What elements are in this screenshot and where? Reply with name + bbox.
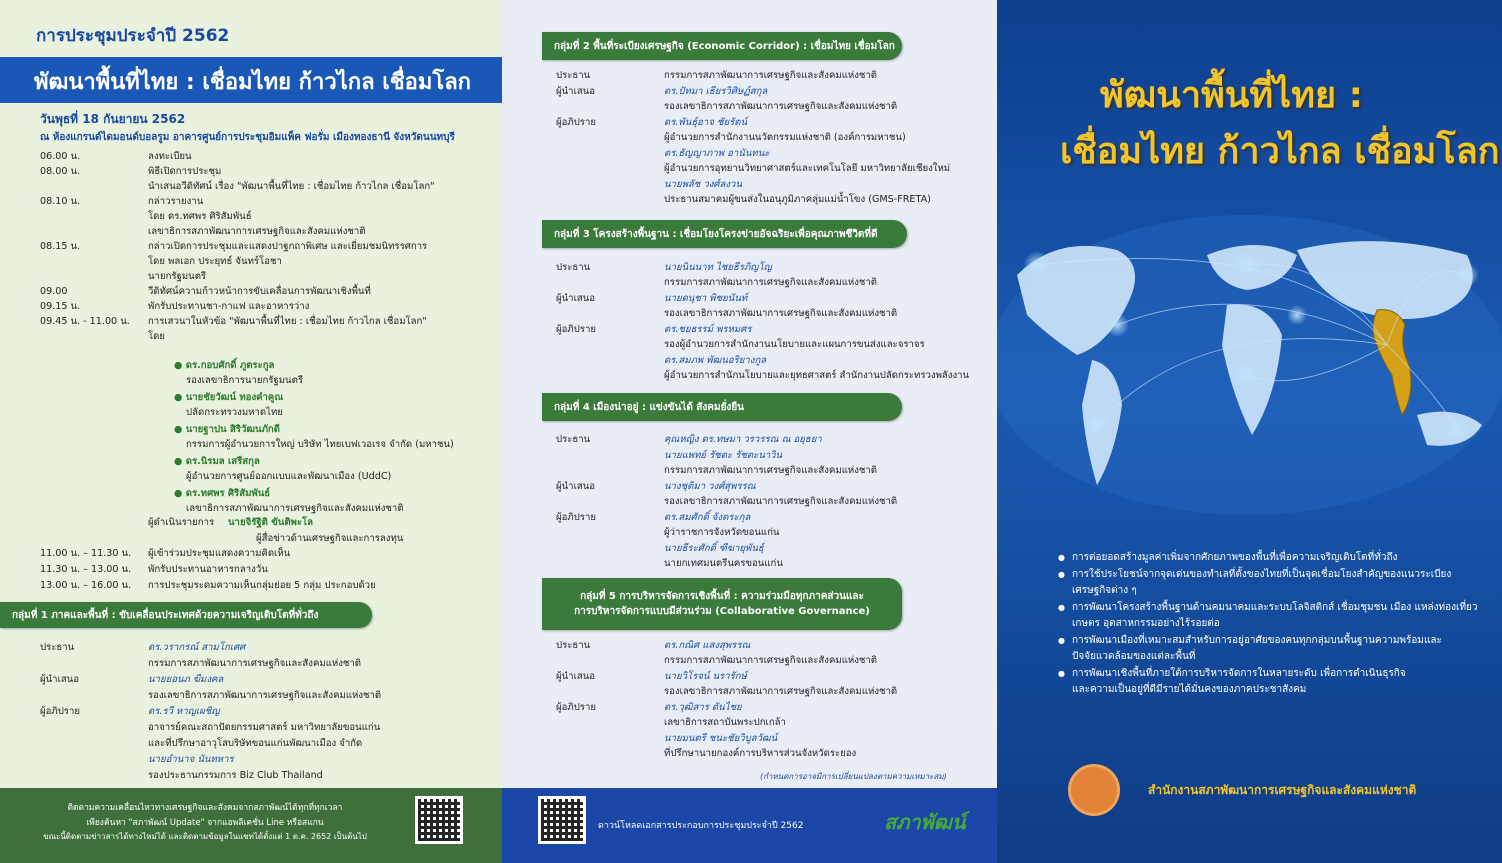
- person-name: นายแพทย์ รัชตะ รัชตะนาวิน: [664, 450, 783, 461]
- schedule-time: 08.15 น.: [40, 241, 81, 252]
- bullet-item: การต่อยอดสร้างมูลค่าเพิ่มจากศักยภาพของพื้นที่เพื่อความเจริญเติบโตที่ทั่วถึง ●: [1072, 550, 1397, 566]
- person-name: ดร.วรากรณ์ สามโกเศศ: [148, 642, 246, 653]
- person-name: นางชุติมา วงศ์สุพรรณ: [664, 481, 756, 492]
- schedule-text: กล่าวรายงาน: [148, 196, 204, 207]
- footer-text-2: เพียงค้นหา "สภาพัฒน์ Update" จากแอพลิเคชั่น Line หรือสแกน: [86, 818, 324, 828]
- role-label: ประธาน: [40, 642, 75, 653]
- bullet-dot-icon: ●: [1058, 603, 1065, 612]
- person-role: ประธานสมาคมผู้ขนส่งในอนุภูมิภาคลุ่มแม่น้ำโขง (GMS-FRETA): [664, 194, 931, 205]
- bullet-item-cont: เกษตร อุตสาหกรรมอย่างไร้รอยต่อ: [1072, 618, 1220, 629]
- person-role: กรรมการสภาพัฒนาการเศรษฐกิจและสังคมแห่งชาติ: [664, 70, 878, 81]
- group-5-header: [542, 578, 902, 630]
- person-role: กรรมการสภาพัฒนาการเศรษฐกิจและสังคมแห่งชาติ: [664, 655, 878, 666]
- person-name: ดร.กณิศ แสงสุพรรณ: [664, 640, 751, 651]
- role-label: ผู้อภิปราย: [556, 117, 596, 128]
- schedule-text: ผู้เข้าร่วมประชุมแสดงความคิดเห็น: [148, 548, 291, 559]
- panelist-role: รองเลขาธิการนายกรัฐมนตรี: [186, 375, 303, 386]
- bullet-dot-icon: ●: [1058, 636, 1065, 645]
- schedule-text: พักรับประทานชา-กาแฟ และอาหารว่าง: [148, 301, 310, 312]
- group-1-header: กลุ่มที่ 1 ภาคและพื้นที่ : ขับเคลื่อนประเทศด้วยความเจริญเติบโตที่ทั่วถึง: [0, 602, 372, 628]
- schedule-time: 09.45 น. - 11.00 น.: [40, 316, 130, 327]
- person-name: นายนินนาท ไชยธีรภิญโญ: [664, 262, 772, 273]
- role-label: ผู้นำเสนอ: [556, 481, 596, 492]
- group-header-line: กลุ่มที่ 5 การบริหารจัดการเชิงพื้นที่ : ความร่วมมือทุกภาคส่วนและ: [580, 591, 864, 602]
- schedule-time: 08.10 น.: [40, 196, 81, 207]
- person-role: ผู้ว่าราชการจังหวัดขอนแก่น: [664, 527, 780, 538]
- conference-year: การประชุมประจำปี 2562: [36, 26, 230, 46]
- bullet-item-cont: เศรษฐกิจต่าง ๆ: [1072, 585, 1137, 596]
- role-label: ผู้อภิปราย: [556, 512, 596, 523]
- schedule-text: กล่าวเปิดการประชุมและแสดงปาฐกถาพิเศษ และเยี่ยมชมนิทรรศการ: [148, 241, 428, 252]
- panelist-role: เลขาธิการสภาพัฒนาการเศรษฐกิจและสังคมแห่งชาติ: [186, 503, 404, 514]
- group-4-header: กลุ่มที่ 4 เมืองน่าอยู่ : แข่งขันได้ สังคมยั่งยืน: [542, 393, 902, 421]
- person-name: ดร.ชยธรรม์ พรหมศร: [664, 324, 752, 335]
- person-name: นายธีระศักดิ์ ฑีฆายุพันธุ์: [664, 543, 764, 554]
- role-label: ผู้นำเสนอ: [556, 86, 596, 97]
- page-title: พัฒนาพื้นที่ไทย : เชื่อมไทย ก้าวไกล เชื่อมโลก: [34, 70, 472, 95]
- qr-code-line[interactable]: [415, 796, 463, 844]
- person-role: และที่ปรึกษาอาวุโสบริษัทขอนแก่นพัฒนาเมือง จำกัด: [148, 738, 363, 749]
- role-label: ผู้อภิปราย: [556, 324, 596, 335]
- nesdc-logo-text: สภาพัฒน์: [884, 810, 966, 834]
- moderator-name: นายจิรัฐิติ ขันติพะโล: [228, 517, 314, 528]
- schedule-text: นำเสนอวีดิทัศน์ เรื่อง "พัฒนาพื้นที่ไทย : เชื่อมไทย ก้าวไกล เชื่อมโลก": [148, 181, 435, 192]
- person-role: รองประธานกรรมการ Biz Club Thailand: [148, 770, 323, 781]
- group-header-line: การบริหารจัดการแบบมีส่วนร่วม (Collaborative Governance): [574, 606, 870, 617]
- event-venue: ณ ห้องแกรนด์ไดมอนด์บอลรูม อาคารศูนย์การประชุมอิมแพ็ค ฟอรั่ม เมืองทองธานี จังหวัดนนทบุรี: [40, 132, 455, 143]
- bullet-dot-icon: ●: [1058, 669, 1065, 678]
- schedule-note: (กำหนดการอาจมีการเปลี่ยนแปลงตามความเหมาะสม): [760, 772, 947, 781]
- moderator-role: ผู้สื่อข่าวด้านเศรษฐกิจและการลงทุน: [256, 533, 404, 544]
- person-role: กรรมการสภาพัฒนาการเศรษฐกิจและสังคมแห่งชาติ: [148, 658, 362, 669]
- person-role: อาจารย์คณะสถาปัตยกรรมศาสตร์ มหาวิทยาลัยขอนแก่น: [148, 722, 381, 733]
- person-name: คุณหญิง ดร.ทษมา วรวรรณ ณ อยุธยา: [664, 434, 822, 445]
- person-role: รองผู้อำนวยการสำนักงานนโยบายและแผนการขนส่งและจราจร: [664, 339, 925, 350]
- person-name: ดร.ปัทมา เธียรวิศิษฏ์สกุล: [664, 86, 768, 97]
- person-role: รองเลขาธิการสภาพัฒนาการเศรษฐกิจและสังคมแห่งชาติ: [148, 690, 382, 701]
- schedule-text: โดย: [148, 331, 166, 342]
- bullet-item-cont: และความเป็นอยู่ที่ดีมีรายได้มั่นคงของภาคประชาสังคม: [1072, 684, 1307, 695]
- role-label: ประธาน: [556, 434, 591, 445]
- event-date: วันพุธที่ 18 กันยายน 2562: [40, 112, 186, 126]
- person-role: เลขาธิการสถาบันพระปกเกล้า: [664, 717, 786, 728]
- bullet-dot-icon: ●: [1058, 570, 1065, 579]
- panelist-role: ปลัดกระทรวงมหาดไทย: [186, 407, 283, 418]
- person-name: ดร.รวี หาญเผชิญ: [148, 706, 220, 717]
- schedule-time: 06.00 น.: [40, 151, 81, 162]
- panelist-bullet: ● นายชัยวัฒน์ ทองคำคูณ: [174, 392, 284, 403]
- bullet-item: การพัฒนาเชิงพื้นที่ภายใต้การบริหารจัดการในหลายระดับ เพื่อการดำเนินธุรกิจ ●: [1072, 666, 1406, 682]
- cover-title-line2: เชื่อมไทย ก้าวไกล เชื่อมโลก: [1060, 131, 1500, 172]
- role-label: ผู้อภิปราย: [556, 702, 596, 713]
- schedule-time: 13.00 น. – 16.00 น.: [40, 580, 132, 591]
- person-name: ดร.ธัญญาภาพ อานันทนะ: [664, 148, 770, 159]
- role-label: ประธาน: [556, 70, 591, 81]
- bullet-dot-icon: ●: [1058, 553, 1065, 562]
- schedule-time: 11.30 น. – 13.00 น.: [40, 564, 132, 575]
- qr-code-download[interactable]: [538, 796, 586, 844]
- person-role: รองเลขาธิการสภาพัฒนาการเศรษฐกิจและสังคมแห่งชาติ: [664, 101, 898, 112]
- person-name: นายวิโรจน์ นรารักษ์: [664, 671, 747, 682]
- bullet-item-cont: ปัจจัยแวดล้อมของแต่ละพื้นที่: [1072, 651, 1196, 662]
- role-label: ประธาน: [556, 640, 591, 651]
- person-role: ผู้อำนวยการอุทยานวิทยาศาสตร์และเทคโนโลยี มหาวิทยาลัยเชียงใหม่: [664, 163, 951, 174]
- person-name: ดร.สมภพ พัฒนอริยางกูล: [664, 355, 767, 366]
- schedule-text: โดย ดร.ทศพร ศิริสัมพันธ์: [148, 211, 252, 222]
- person-role: กรรมการสภาพัฒนาการเศรษฐกิจและสังคมแห่งชาติ: [664, 465, 878, 476]
- person-role: รองเลขาธิการสภาพัฒนาการเศรษฐกิจและสังคมแห่งชาติ: [664, 308, 898, 319]
- schedule-text: โดย พลเอก ประยุทธ์ จันทร์โอชา: [148, 256, 282, 267]
- bullet-item: การใช้ประโยชน์จากจุดเด่นของทำเลที่ตั้งของไทยที่เป็นจุดเชื่อมโยงสำคัญของแนวระเบียง ●: [1072, 567, 1451, 583]
- download-text: ดาวน์โหลดเอกสารประกอบการประชุมประจำปี 2562: [598, 821, 804, 831]
- person-role: ผู้อำนวยการสำนักงานนวัตกรรมแห่งชาติ (องค์การมหาชน): [664, 132, 906, 143]
- schedule-time: 09.15 น.: [40, 301, 81, 312]
- person-name: นายดนุชา พิชยนันท์: [664, 293, 748, 304]
- role-label: ผู้นำเสนอ: [556, 293, 596, 304]
- schedule-text: พักรับประทานอาหารกลางวัน: [148, 564, 268, 575]
- footer-text-3: ขณะนี้ติดตามข่าวสารได้ทางไหม่ได้ และติดตามข้อมูลในแชทได้ตั้งแต่ 1 ต.ค. 2652 เป็นต้นไป: [43, 832, 367, 841]
- person-role: รองเลขาธิการสภาพัฒนาการเศรษฐกิจและสังคมแห่งชาติ: [664, 686, 898, 697]
- cover-title-line1: พัฒนาพื้นที่ไทย :: [1100, 75, 1364, 116]
- person-name: ดร.วุฒิสาร ตันไชย: [664, 702, 742, 713]
- role-label: ผู้อภิปราย: [40, 706, 80, 717]
- person-name: ดร.สมศักดิ์ จังตระกุล: [664, 512, 751, 523]
- schedule-text: พิธีเปิดการประชุม: [148, 166, 222, 177]
- panelist-bullet: ● ดร.กอบศักดิ์ ภูตระกูล: [174, 360, 275, 371]
- footer-text-1: ติดตามความเคลื่อนไหวทางเศรษฐกิจและสังคมจากสภาพัฒน์ได้ทุกที่ทุกเวลา: [67, 803, 343, 813]
- panelist-role: กรรมการผู้อำนวยการใหญ่ บริษัท ไทยเบฟเวอเรจ จำกัด (มหาชน): [186, 439, 454, 450]
- person-name: นายพลัช วงศ์ลงวน: [664, 179, 743, 190]
- schedule-text: นายกรัฐมนตรี: [148, 271, 207, 282]
- role-label: ผู้นำเสนอ: [40, 674, 80, 685]
- panelist-bullet: ● นายฐาปน สิริวัฒนภักดี: [174, 424, 280, 435]
- person-role: รองเลขาธิการสภาพัฒนาการเศรษฐกิจและสังคมแห่งชาติ: [664, 496, 898, 507]
- panelist-role: ผู้อำนวยการศูนย์ออกแบบและพัฒนาเมือง (UddC): [186, 471, 392, 482]
- person-name: นายมนตรี ชนะชัยวิบูลวัฒน์: [664, 733, 778, 744]
- schedule-text: เลขาธิการสภาพัฒนาการเศรษฐกิจและสังคมแห่งชาติ: [148, 226, 366, 237]
- person-role: นายกเทศมนตรีนครขอนแก่น: [664, 558, 783, 569]
- schedule-time: 08.00 น.: [40, 166, 81, 177]
- person-name: ดร.พันธุ์อาจ ชัยรัตน์: [664, 117, 748, 128]
- panelist-bullet: ● ดร.นิรมล เสรีสกุล: [174, 456, 260, 467]
- world-map-illustration: [997, 195, 1502, 525]
- role-label: ผู้นำเสนอ: [556, 671, 596, 682]
- role-label: ประธาน: [556, 262, 591, 273]
- person-name: นายอำนาจ นันทหาร: [148, 754, 234, 765]
- schedule-time: 09.00: [40, 286, 68, 297]
- group-2-header: กลุ่มที่ 2 พื้นที่ระเบียงเศรษฐกิจ (Economic Corridor) : เชื่อมไทย เชื่อมโลก: [542, 32, 902, 60]
- group-3-header: กลุ่มที่ 3 โครงสร้างพื้นฐาน : เชื่อมโยงโครงข่ายอัจฉริยะเพื่อคุณภาพชีวิตที่ดี: [542, 220, 907, 248]
- person-role: ผู้อำนวยการสำนักนโยบายและยุทธศาสตร์ สำนักงานปลัดกระทรวงพลังงาน: [664, 370, 970, 381]
- schedule-text: การเสวนาในหัวข้อ "พัฒนาพื้นที่ไทย : เชื่อมไทย ก้าวไกล เชื่อมโลก": [148, 316, 427, 327]
- bullet-item: การพัฒนาโครงสร้างพื้นฐานด้านคมนาคมและระบบโลจิสติกส์ เชื่อมชุมชน เมือง แหล่งท่องเที่ยว ●: [1072, 600, 1478, 616]
- nesdc-emblem-icon: [1068, 764, 1120, 816]
- schedule-text: การประชุมระดมความเห็นกลุ่มย่อย 5 กลุ่ม ประกอบด้วย: [148, 580, 376, 591]
- schedule-time: 11.00 น. – 11.30 น.: [40, 548, 132, 559]
- bullet-item: การพัฒนาเมืองที่เหมาะสมสำหรับการอยู่อาศัยของคนทุกกลุ่มบนพื้นฐานความพร้อมและ ●: [1072, 633, 1442, 649]
- person-role: ที่ปรึกษานายกองค์การบริหารส่วนจังหวัดระยอง: [664, 748, 857, 759]
- schedule-text: ลงทะเบียน: [148, 151, 192, 162]
- person-name: นายยอนภ ฆีมงคล: [148, 674, 224, 685]
- organization-name: สำนักงานสภาพัฒนาการเศรษฐกิจและสังคมแห่งชาติ: [1148, 783, 1417, 797]
- schedule-text: วีดิทัศน์ความก้าวหน้าการขับเคลื่อนการพัฒนาเชิงพื้นที่: [148, 286, 371, 297]
- panelist-bullet: ● ดร.ทศพร ศิริสัมพันธ์: [174, 488, 271, 499]
- person-role: กรรมการสภาพัฒนาการเศรษฐกิจและสังคมแห่งชาติ: [664, 277, 878, 288]
- moderator-label: ผู้ดำเนินรายการ: [148, 517, 215, 528]
